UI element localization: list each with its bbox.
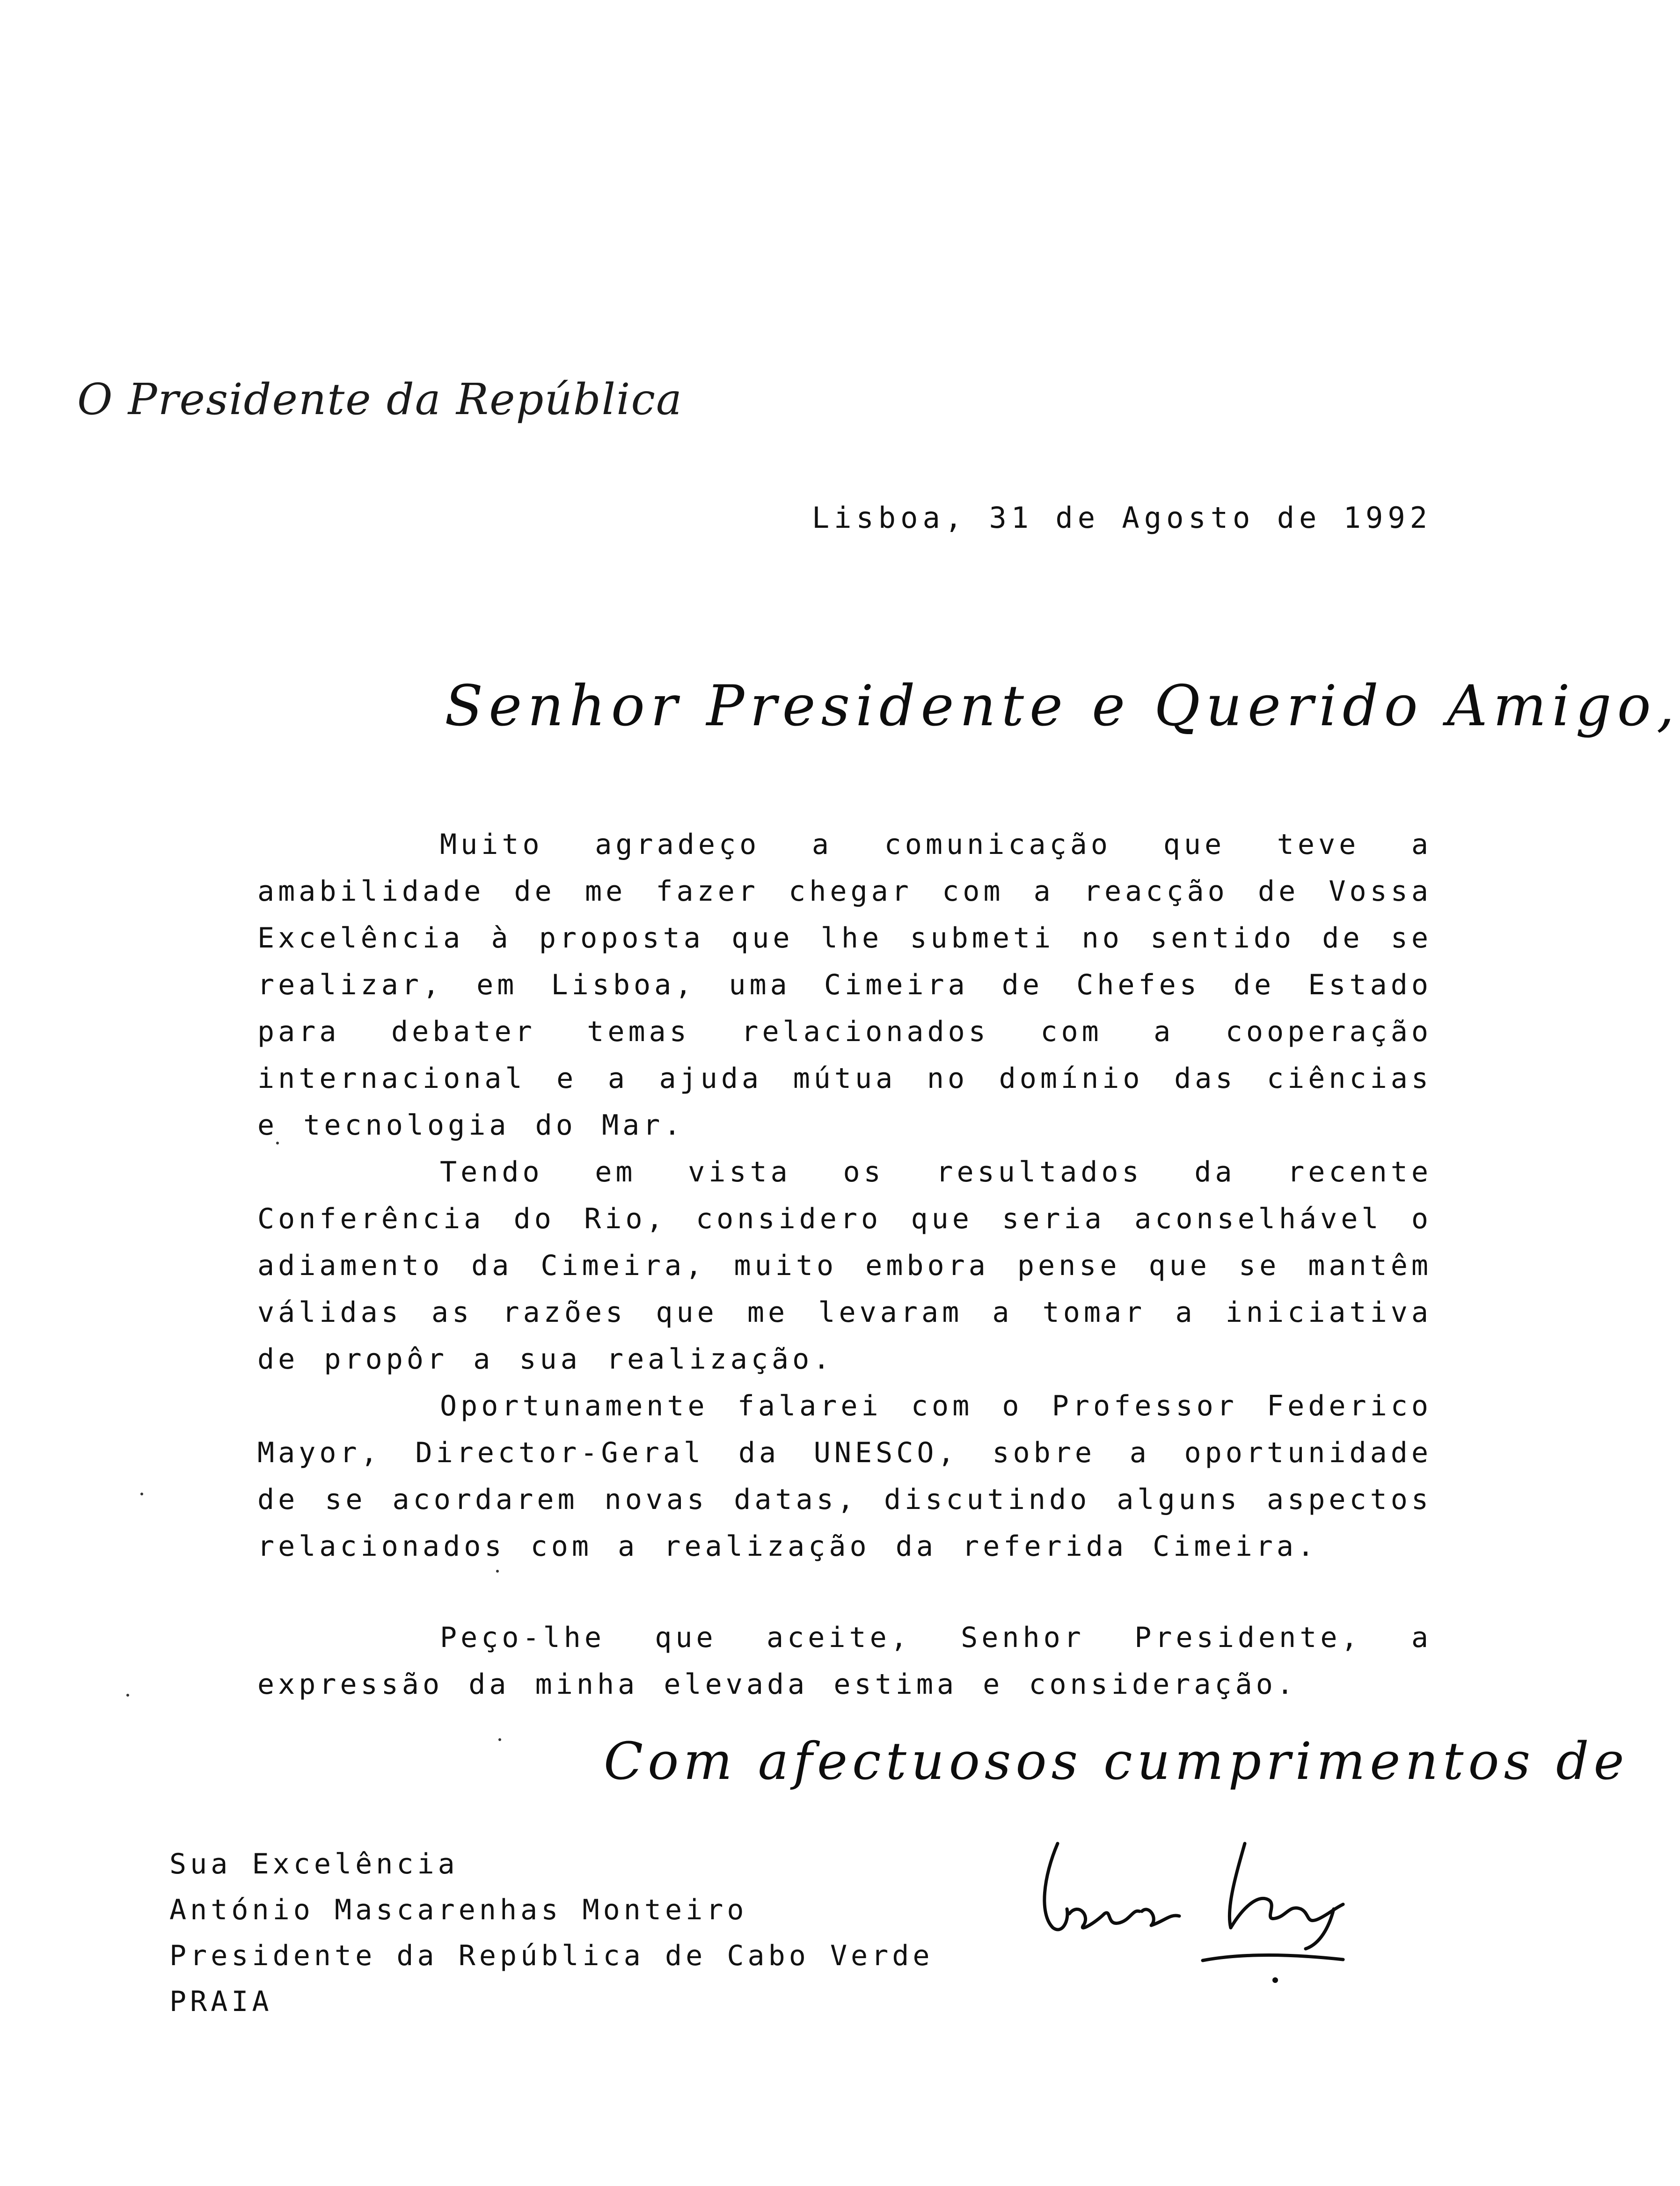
paragraph-4: [257, 1614, 1432, 1708]
paragraph-text: Oportunamente falarei com o Professor Federico Mayor, Director-Geral da UNESCO, sobre a oportunidade de se acordarem novas datas, discutindo alguns aspectos relacionados com a realização da referida Cimeira.: [257, 1390, 1432, 1563]
paragraph-1: [257, 821, 1432, 1149]
recipient-line: Presidente da República de Cabo Verde: [169, 1939, 934, 1972]
paragraph-text: Muito agradeço a comunicação que teve a amabilidade de me fazer chegar com a reacção de Vossa Excelência à proposta que lhe submeti no sentido de se realizar, em Lisboa, uma Cimeira de Chefes de Estado para debater temas relacionados com a cooperação internacional e a ajuda mútua no domínio das ciências e tecnologia do Mar.: [257, 828, 1432, 1142]
letterhead: O Presidente da República: [77, 374, 683, 424]
handwritten-signature: [1025, 1834, 1352, 1993]
recipient-line: PRAIA: [169, 1985, 273, 2018]
handwritten-salutation: Senhor Presidente e Querido Amigo,: [445, 674, 1680, 739]
paragraph-text: Peço-lhe que aceite, Senhor Presidente, a expressão da minha elevada estima e consideração.: [257, 1621, 1432, 1701]
recipient-line: António Mascarenhas Monteiro: [169, 1894, 748, 1926]
paragraph-3: [257, 1383, 1432, 1570]
paragraph-text: Tendo em vista os resultados da recente Conferência do Rio, considero que seria aconselhável o adiamento da Cimeira, muito embora pense que se mantêm válidas as razões que me levaram a tomar a iniciativa de propôr a sua realização.: [257, 1156, 1432, 1376]
recipient-block: [169, 1841, 934, 2025]
handwritten-closing: Com afectuosos cumprimentos de: [604, 1731, 1629, 1791]
paragraph-2: [257, 1149, 1432, 1383]
letter-date: Lisboa, 31 de Agosto de 1992: [811, 501, 1432, 535]
recipient-line: Sua Excelência: [169, 1848, 459, 1880]
